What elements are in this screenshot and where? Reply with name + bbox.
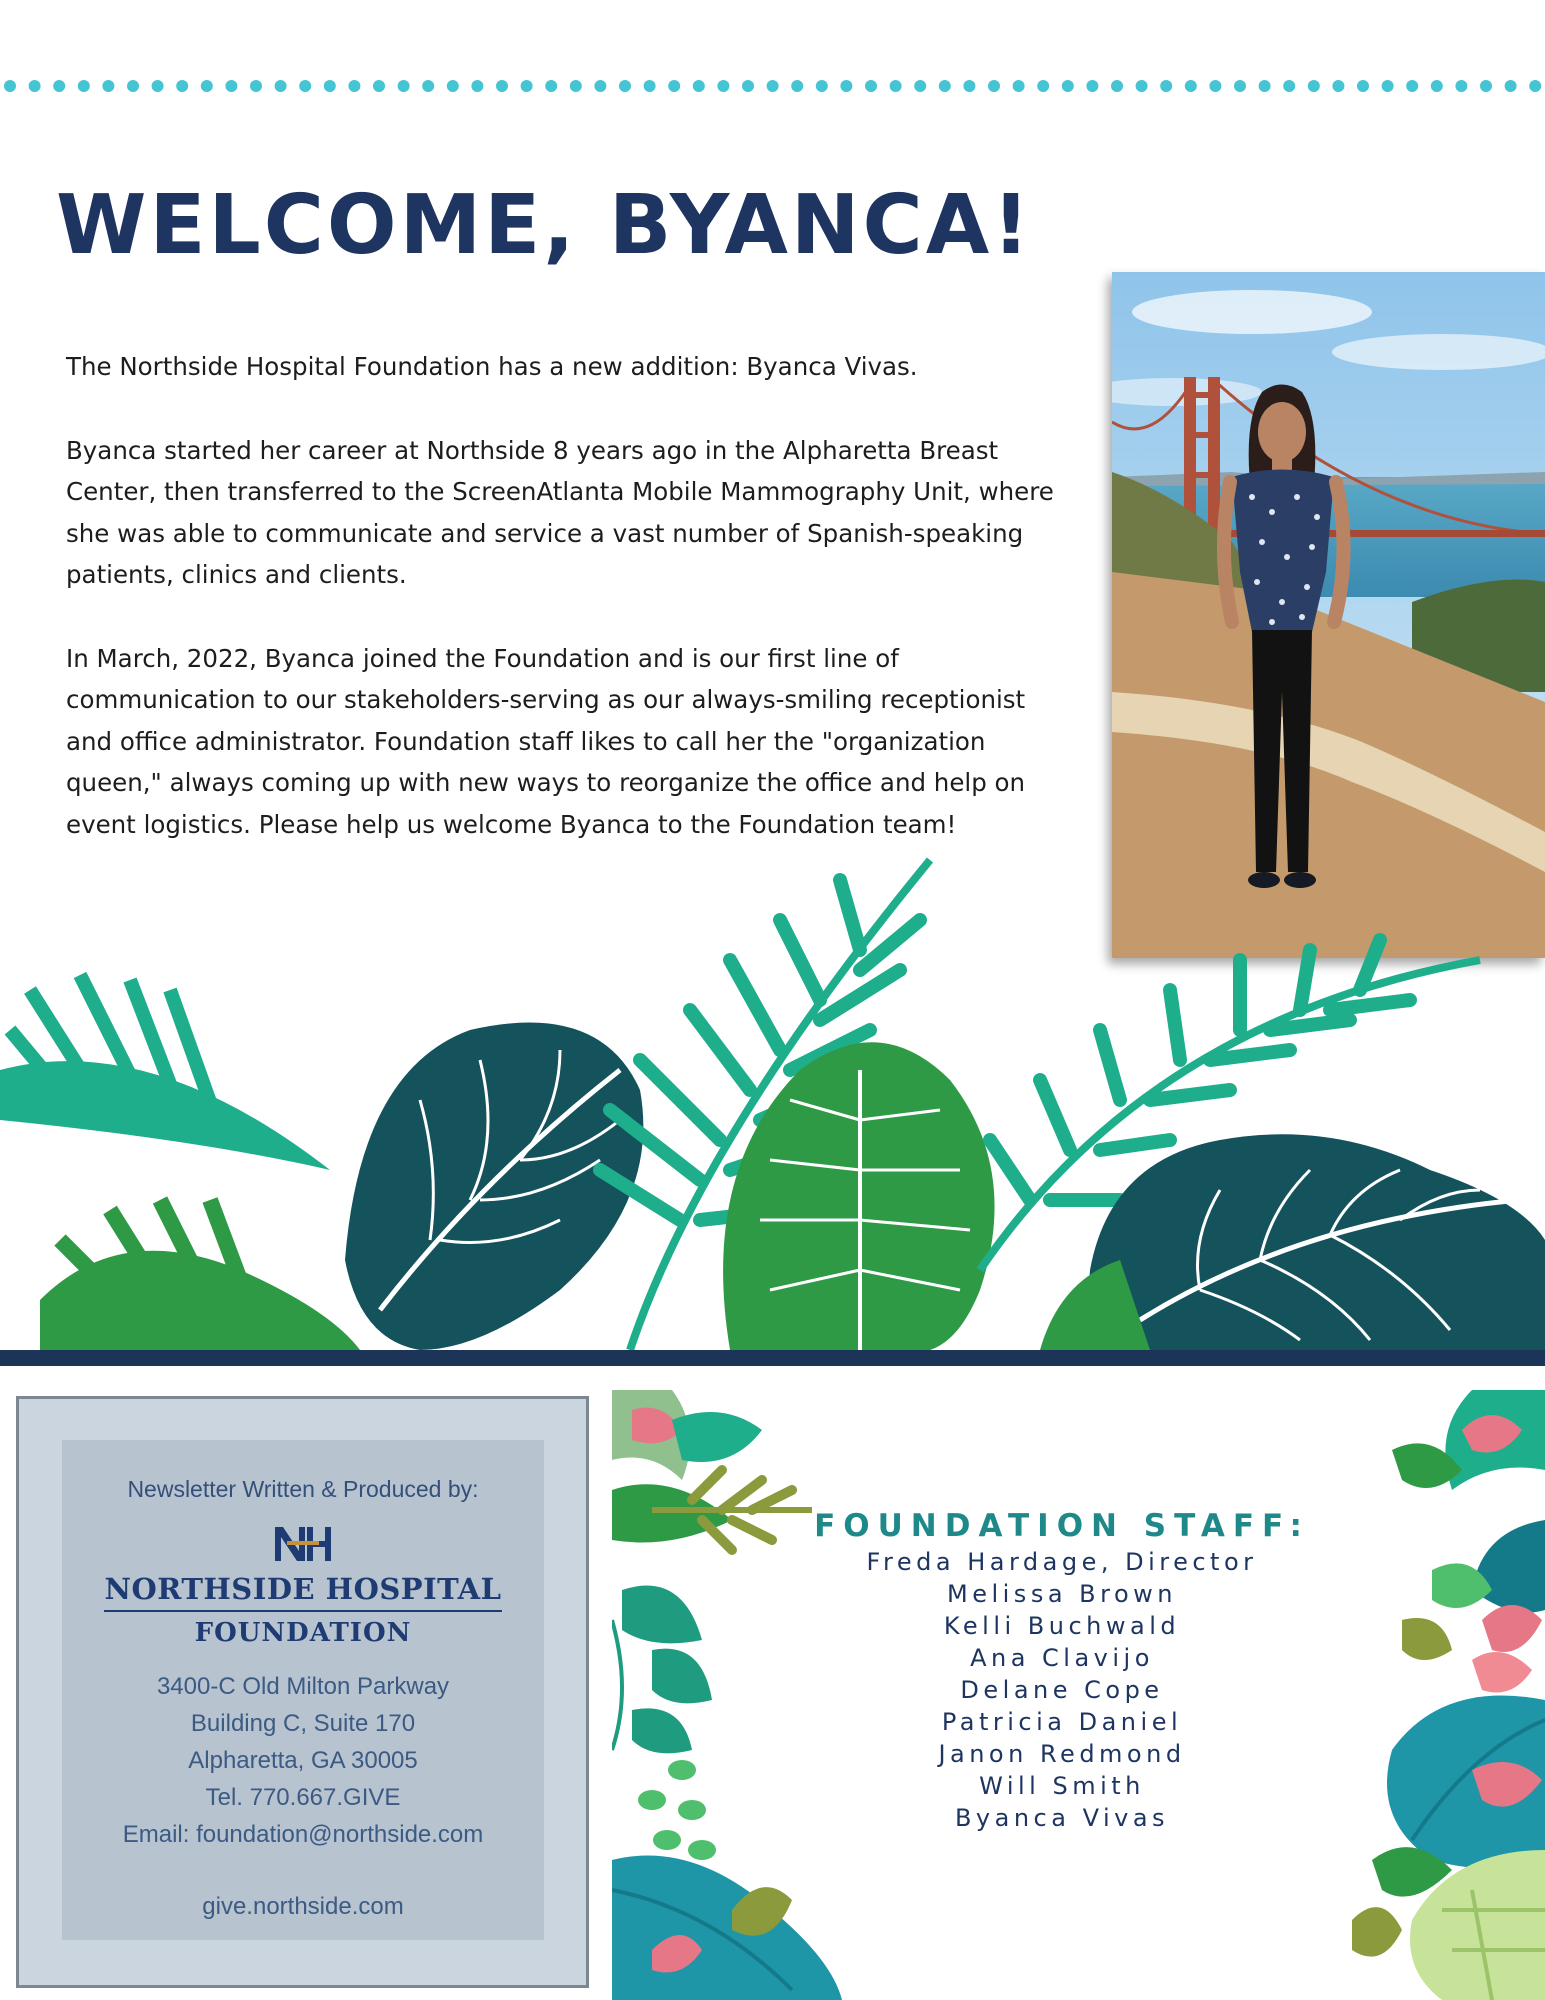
border-dot [275, 80, 287, 92]
border-dot [668, 80, 680, 92]
phone: Tel. 770.667.GIVE [205, 1784, 401, 1811]
border-dot [791, 80, 803, 92]
border-dot [225, 80, 237, 92]
border-dot [693, 80, 705, 92]
staff-member: Ana Clavijo [970, 1644, 1154, 1672]
border-dot [1529, 80, 1541, 92]
staff-member: Patricia Daniel [941, 1708, 1183, 1736]
staff-member: Will Smith [979, 1772, 1145, 1800]
border-dot [496, 80, 508, 92]
paragraph-foundation: In March, 2022, Byanca joined the Foundation and is our first line of communication to our stakeholders-serving as our always-smiling receptionist and office administrator. Foundation staff likes to call her the "organization queen," always coming up with new ways to reorganize the office and help on event logistics. Please help us welcome Byanca to the Foundation team! [66, 643, 1026, 839]
border-dot [471, 80, 483, 92]
staff-heading: FOUNDATION STAFF: [814, 1508, 1310, 1544]
border-dot [570, 80, 582, 92]
border-dot [594, 80, 606, 92]
border-dot [1357, 80, 1369, 92]
border-dot [127, 80, 139, 92]
foundation-logo [103, 1521, 503, 1648]
foliage-illustration [0, 840, 1545, 1350]
border-dot [1382, 80, 1394, 92]
border-dot [250, 80, 262, 92]
border-dot [1332, 80, 1344, 92]
border-dot [1308, 80, 1320, 92]
border-dot [619, 80, 631, 92]
border-dot [398, 80, 410, 92]
border-dot [545, 80, 557, 92]
border-dot [1455, 80, 1467, 92]
address-line: Alpharetta, GA 30005 [188, 1747, 418, 1774]
border-dot [201, 80, 213, 92]
border-dot [1037, 80, 1049, 92]
border-dot [914, 80, 926, 92]
staff-list [812, 1546, 1312, 1834]
border-dot [1431, 80, 1443, 92]
email-link[interactable]: Email: foundation@northside.com [122, 1821, 484, 1848]
article-body [66, 346, 1066, 887]
logo-name: NORTHSIDE HOSPITAL [104, 1572, 501, 1612]
website-link[interactable]: give.northside.com [202, 1893, 404, 1920]
border-dot [152, 80, 164, 92]
border-dot [422, 80, 434, 92]
paragraph-intro: The Northside Hospital Foundation has a new addition: Byanca Vivas. [66, 352, 918, 381]
staff-member: Kelli Buchwald [943, 1612, 1181, 1640]
border-dot [1259, 80, 1271, 92]
border-dot [1160, 80, 1172, 92]
border-dot [816, 80, 828, 92]
dotted-border [0, 76, 1545, 96]
border-dot [78, 80, 90, 92]
border-dot [1086, 80, 1098, 92]
border-dot [865, 80, 877, 92]
border-dot [963, 80, 975, 92]
border-dot [1185, 80, 1197, 92]
staff-member: Janon Redmond [938, 1740, 1186, 1768]
border-dot [1234, 80, 1246, 92]
border-dot [1505, 80, 1517, 92]
logo-subtitle: FOUNDATION [194, 1618, 412, 1648]
border-dot [521, 80, 533, 92]
border-dot [1062, 80, 1074, 92]
section-divider [0, 1350, 1545, 1366]
border-dot [1480, 80, 1492, 92]
staff-listing [812, 1508, 1312, 1834]
staff-member: Freda Hardage, Director [866, 1548, 1258, 1576]
address-line: Building C, Suite 170 [190, 1710, 416, 1737]
border-dot [1013, 80, 1025, 92]
address-line: 3400-C Old Milton Parkway [156, 1673, 450, 1700]
page-title: WELCOME, BYANCA! [56, 178, 1033, 273]
border-dot [373, 80, 385, 92]
border-dot [1136, 80, 1148, 92]
border-dot [1209, 80, 1221, 92]
staff-panel [612, 1390, 1545, 2000]
staff-member: Delane Cope [960, 1676, 1164, 1704]
border-dot [324, 80, 336, 92]
border-dot [53, 80, 65, 92]
border-dot [1406, 80, 1418, 92]
border-dot [988, 80, 1000, 92]
border-dot [4, 80, 16, 92]
paragraph-career: Byanca started her career at Northside 8 years ago in the Alpharetta Breast Center, then transferred to the ScreenAtlanta Mobile Mammography Unit, where she was able to communicate and service a vast number of Spanish-speaking patients, clinics and clients. [66, 435, 1054, 589]
border-dot [299, 80, 311, 92]
border-dot [1111, 80, 1123, 92]
address-block [62, 1668, 544, 1853]
border-dot [29, 80, 41, 92]
border-dot [840, 80, 852, 92]
border-dot [644, 80, 656, 92]
border-dot [717, 80, 729, 92]
border-dot [767, 80, 779, 92]
newsletter-credit: Newsletter Written & Produced by: [127, 1476, 479, 1502]
staff-member: Byanca Vivas [954, 1804, 1170, 1832]
border-dot [447, 80, 459, 92]
border-dot [102, 80, 114, 92]
staff-member: Melissa Brown [947, 1580, 1177, 1608]
border-dot [176, 80, 188, 92]
nh-logo-icon [273, 1521, 333, 1565]
border-dot [348, 80, 360, 92]
border-dot [890, 80, 902, 92]
border-dot [742, 80, 754, 92]
border-dot [939, 80, 951, 92]
contact-box [62, 1440, 544, 1940]
border-dot [1283, 80, 1295, 92]
